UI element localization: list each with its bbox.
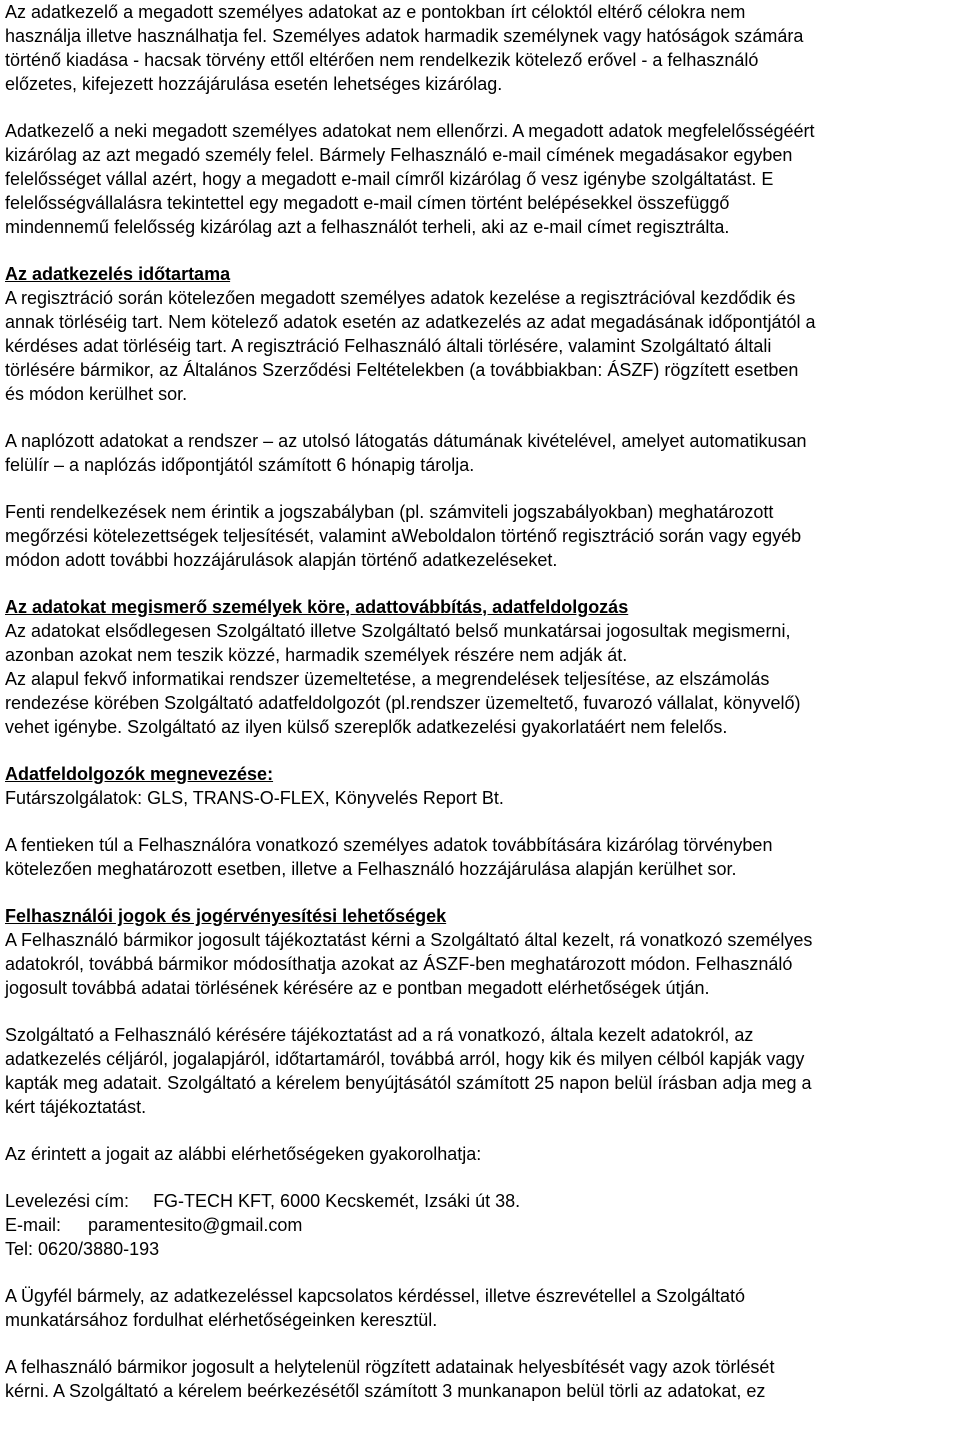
contact-email-row bbox=[5, 1213, 955, 1237]
heading-data-recipients: Az adatokat megismerő személyek köre, adattovábbítás, adatfeldolgozás bbox=[5, 597, 629, 617]
phone-label: Tel: bbox=[5, 1239, 34, 1259]
contact-block bbox=[5, 1189, 955, 1261]
address-label: Levelezési cím: bbox=[5, 1191, 130, 1211]
paragraph-customer-inquiries: A Ügyfél bármely, az adatkezeléssel kapcsolatos kérdéssel, illetve észrevétellel a Szolgáltató munkatársához fordulhat elérhetőségeinken keresztül. bbox=[5, 1286, 746, 1330]
paragraph-data-accuracy: Adatkezelő a neki megadott személyes adatokat nem ellenőrzi. A megadott adatok megfelelősségéért kizárólag az azt megadó személy felel. Bármely Felhasználó e-mail címének megadásakor egyben felelősséget vállal azért, hogy a megadott e-mail címről kizárólag ő vesz igénybe szolgáltatást. E felelősségvállalásra tekintettel egy megadott e-mail címen történt belépésekkel összefüggő mindennemű felelősség kizárólag azt a felhasználót terheli, aki az e-mail címet regisztrálta. bbox=[5, 121, 815, 237]
email-link[interactable]: paramentesito@gmail.com bbox=[88, 1215, 303, 1235]
email-label: E-mail: bbox=[5, 1215, 62, 1235]
phone-value: 0620/3880-193 bbox=[38, 1239, 160, 1259]
contact-address-row bbox=[5, 1189, 955, 1213]
paragraph-information-request: Szolgáltató a Felhasználó kérésére tájékoztatást ad a rá vonatkozó, általa kezelt adatokról, az adatkezelés céljáról, jogalapjáról, időtartamáról, továbbá arról, hogy kik és milyen célból kapják vagy kapták meg adatait. Szolgáltató a kérelem benyújtásától számított 25 napon belül írásban adja meg a kért tájékoztatást. bbox=[5, 1025, 812, 1117]
paragraph-transfer: A fentieken túl a Felhasználóra vonatkozó személyes adatok továbbítására kizárólag törvényben kötelezően meghatározott esetben, illetve a Felhasználó hozzájárulása alapján kerülhet sor. bbox=[5, 835, 773, 879]
heading-processors: Adatfeldolgozók megnevezése: bbox=[5, 764, 274, 784]
heading-user-rights: Felhasználói jogok és jogérvényesítési lehetőségek bbox=[5, 906, 447, 926]
paragraph-contact-intro: Az érintett a jogait az alábbi elérhetőségeken gyakorolhatja: bbox=[5, 1144, 482, 1164]
paragraph-recipients: Az adatokat elsődlegesen Szolgáltató illetve Szolgáltató belső munkatársai jogosultak megismerni, azonban azokat nem teszik közzé, harmadik személyek részére nem adják át. Az alapul fekvő informatikai rendszer üzemeltetése, a megrendelések teljesítése, az elszámolás rendezése körében Szolgáltató adatfeldolgozót (pl.rendszer üzemeltető, fuvarozó vállalat, könyvelő) vehet igénybe. Szolgáltató az ilyen külső szereplők adatkezelési gyakorlatáért nem felelős. bbox=[5, 621, 801, 737]
paragraph-purpose-limitation: Az adatkezelő a megadott személyes adatokat az e pontokban írt céloktól eltérő célokra nem használja illetve használhatja fel. Személyes adatok harmadik személynek vagy hatóságok számára történő kiadása - hacsak törvény ettől eltérően nem rendelkezik kötelező erővel - a felhasználó előzetes, kifejezett hozzájárulása esetén lehetséges kizárólag. bbox=[5, 2, 804, 94]
paragraph-logging: A naplózott adatokat a rendszer – az utolsó látogatás dátumának kivételével, amelyet automatikusan felülír – a naplózás időpontjától számított 6 hónapig tárolja. bbox=[5, 431, 807, 475]
paragraph-retention: A regisztráció során kötelezően megadott személyes adatok kezelése a regisztrációval kezdődik és annak törléséig tart. Nem kötelező adatok esetén az adatkezelés az adat megadásának időpontjától a kérdéses adat törléséig tart. A regisztráció Felhasználó általi törlésére, valamint Szolgáltató általi törlésére bármikor, az Általános Szerződési Feltételekben (a továbbiakban: ÁSZF) rögzített esetben és módon kerülhet sor. bbox=[5, 288, 816, 404]
address-value: FG-TECH KFT, 6000 Kecskemét, Izsáki út 38. bbox=[153, 1191, 521, 1211]
paragraph-user-rights: A Felhasználó bármikor jogosult tájékoztatást kérni a Szolgáltató által kezelt, rá vonatkozó személyes adatokról, továbbá bármikor módosíthatja azokat az ÁSZF-ben meghatározott módon. Felhasználó jogosult továbbá adatai törlésének kérésére az e pontban megadott elérhetőségek útján. bbox=[5, 930, 813, 998]
heading-retention-period: Az adatkezelés időtartama bbox=[5, 264, 231, 284]
paragraph-legal-obligations: Fenti rendelkezések nem érintik a jogszabályban (pl. számviteli jogszabályokban) meghatározott megőrzési kötelezettségek teljesítését, valamint aWeboldalon történő regisztráció során vagy egyéb módon adott további hozzájárulások alapján történő adatkezeléseket. bbox=[5, 502, 802, 570]
paragraph-correction-deletion: A felhasználó bármikor jogosult a helytelenül rögzített adatainak helyesbítését vagy azok törlését kérni. A Szolgáltató a kérelem beérkezésétől számított 3 munkanapon belül törli az adatokat, ez bbox=[5, 1357, 775, 1401]
contact-phone-row bbox=[5, 1237, 955, 1261]
document-page bbox=[5, 0, 955, 1403]
paragraph-processors-list: Futárszolgálatok: GLS, TRANS-O-FLEX, Könyvelés Report Bt. bbox=[5, 788, 504, 808]
